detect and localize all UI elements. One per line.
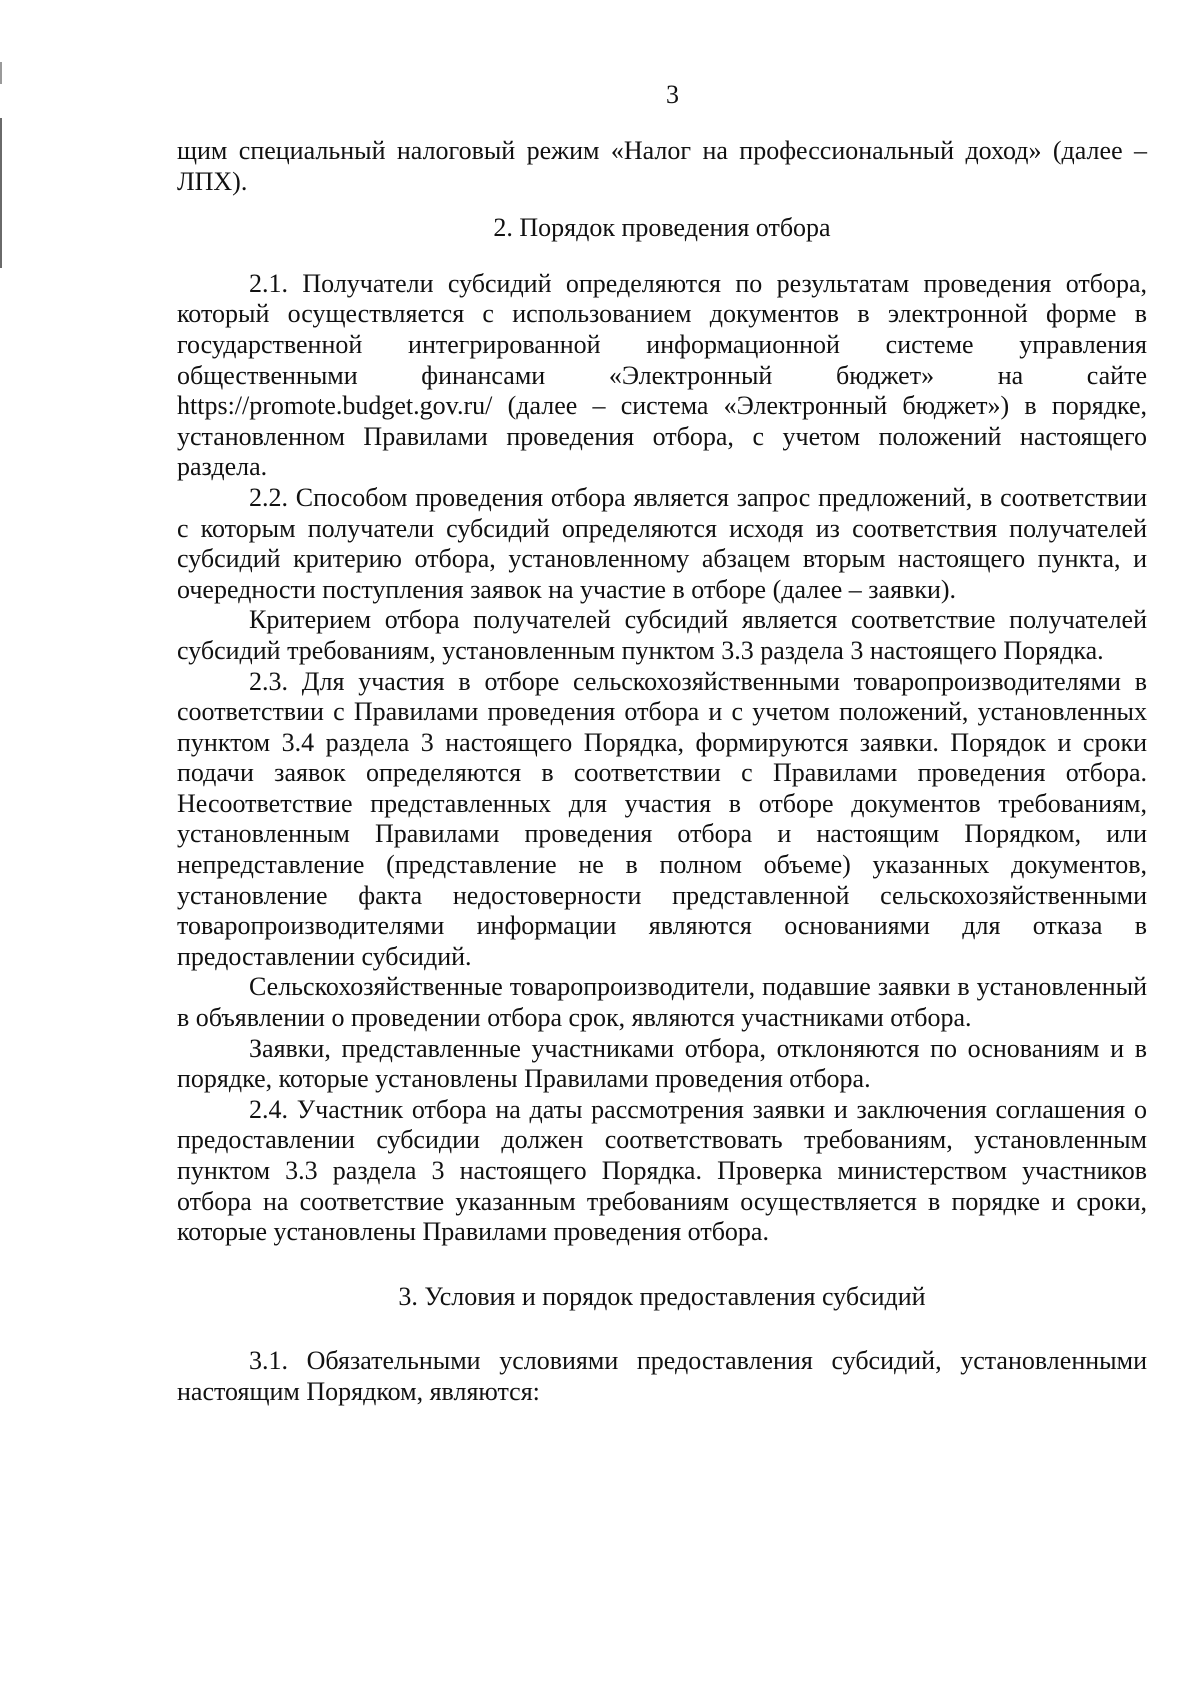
intro-fragment: щим специальный налоговый режим «Налог на профессиональный доход» (далее – ЛПХ). [177,136,1147,196]
page-number: 3 [666,80,679,109]
paragraph-2-2: 2.2. Способом проведения отбора является запрос предложений, в соответствии с которым получатели субсидий определяются исходя из соответствия получателей субсидий критерию отбора, установленному абзацем вторым настоящего пункта, и очередности поступления заявок на участие в отборе (далее – заявки). [177,482,1147,604]
scan-edge-mark [0,118,2,268]
paragraph-2-3-participants: Сельскохозяйственные товаропроизводители, подавшие заявки в установленный в объявлении о проведении отбора срок, являются участниками отбора. [177,972,1147,1033]
document-body [177,136,1147,1408]
paragraph-2-3: 2.3. Для участия в отборе сельскохозяйственными товаропроизводителями в соответствии с Правилами проведения отбора и с учетом положений, установленных пунктом 3.4 раздела 3 настоящего Порядка, формируются заявки. Порядок и сроки подачи заявок определяются в соответствии с Правилами проведения отбора. Несоответствие представленных для участия в отборе документов требованиям, установленным Правилами проведения отбора и настоящим Порядком, или непредставление (представление не в полном объеме) указанных документов, установление факта недостоверности представленной сельскохозяйственными товаропроизводителями информации являются основаниями для отказа в предоставлении субсидий. [177,666,1147,971]
section-2-heading: 2. Порядок проведения отбора [493,213,831,243]
paragraph-3-1: 3.1. Обязательными условиями предоставления субсидий, установленными настоящим Порядком, являются: [177,1346,1147,1406]
paragraph-2-2-criterion: Критерием отбора получателей субсидий является соответствие получателей субсидий требованиям, установленным пунктом 3.3 раздела 3 настоящего Порядка. [177,605,1147,665]
paragraph-2-4: 2.4. Участник отбора на даты рассмотрения заявки и заключения соглашения о предоставлении субсидии должен соответствовать требованиям, установленным пунктом 3.3 раздела 3 настоящего Порядка. Проверка министерством участников отбора на соответствие указанным требованиям осуществляется в порядке и сроки, которые установлены Правилами проведения отбора. [177,1094,1147,1247]
section-3-heading: 3. Условия и порядок предоставления субсидий [398,1281,926,1311]
paragraph-2-3-rejection: Заявки, представленные участниками отбора, отклоняются по основаниям и в порядке, которые установлены Правилами проведения отбора. [177,1033,1147,1094]
paragraph-2-1: 2.1. Получатели субсидий определяются по результатам проведения отбора, который осуществляется с использованием документов в электронной форме в государственной интегрированной информационной системе управления общественными финансами «Электронный бюджет» на сайте https://promote.budget.gov.ru/ (далее – система «Электронный бюджет») в порядке, установленном Правилами проведения отбора, с учетом положений настоящего раздела. [177,268,1147,482]
